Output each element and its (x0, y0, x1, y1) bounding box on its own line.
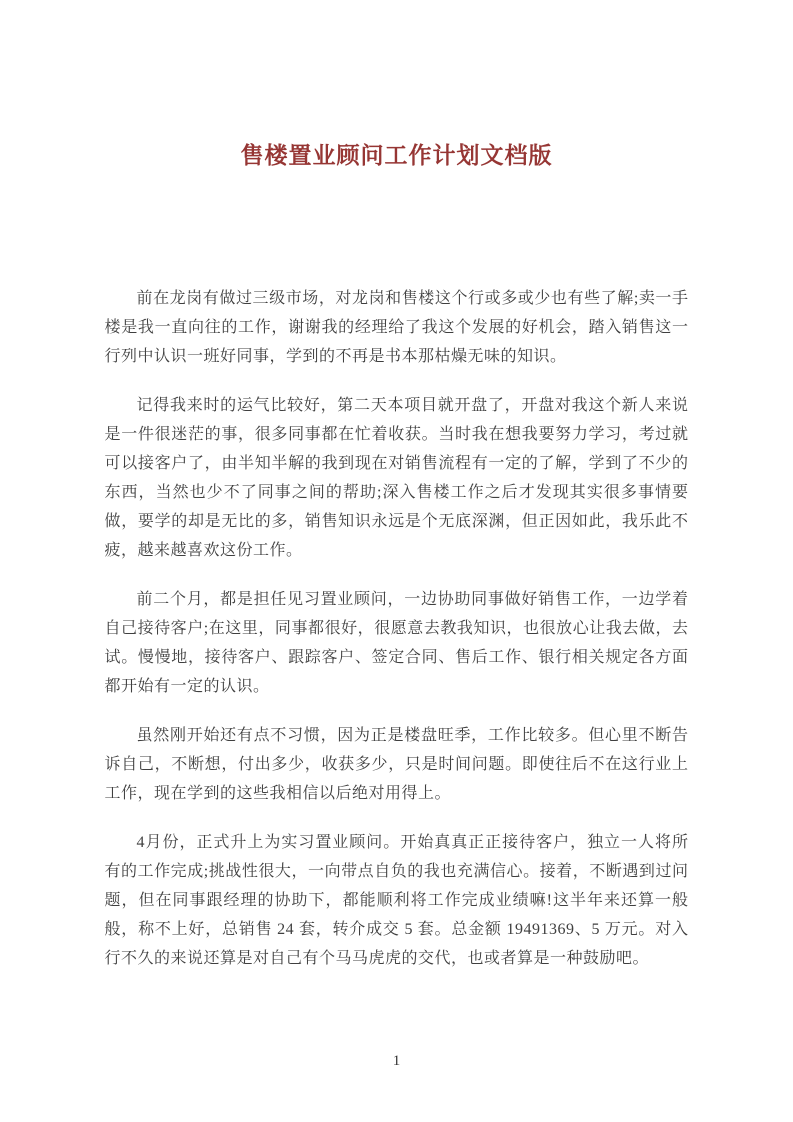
paragraph-3: 前二个月，都是担任见习置业顾问，一边协助同事做好销售工作，一边学着自己接待客户;在这里，同事都很好，很愿意去教我知识，也很放心让我去做，去试。慢慢地，接待客户、跟踪客户、签定合同、售后工作、银行相关规定各方面都开始有一定的认识。 (104, 591, 689, 695)
paragraph-1: 前在龙岗有做过三级市场，对龙岗和售楼这个行或多或少也有些了解;卖一手楼是我一直向往的工作，谢谢我的经理给了我这个发展的好机会，踏入销售这一行列中认识一班好同事，学到的不再是书本那枯燥无味的知识。 (104, 290, 689, 365)
paragraph-5: 4月份，正式升上为实习置业顾问。开始真真正正接待客户，独立一人将所有的工作完成;挑战性很大，一向带点自负的我也充满信心。接着，不断遇到过问题，但在同事跟经理的协助下，都能顺利将工作完成业绩嘛!这半年来还算一般般，称不上好，总销售 24 套，转介成交 5 套。总金额 19491369、5 万元。对入行不久的来说还算是对自己有个马马虎虎的交代，也或者算是一种鼓励吧。 (104, 834, 689, 967)
paragraph-4: 虽然刚开始还有点不习惯，因为正是楼盘旺季，工作比较多。但心里不断告诉自己，不断想，付出多少，收获多少，只是时间问题。即使往后不在这行业上工作，现在学到的这些我相信以后绝对用得上。 (104, 727, 689, 802)
page-number: 1 (392, 1053, 401, 1069)
document-title: 售楼置业顾问工作计划文档版 (240, 143, 553, 168)
document-body (105, 284, 689, 973)
paragraph-2: 记得我来时的运气比较好，第二天本项目就开盘了，开盘对我这个新人来说是一件很迷茫的事，很多同事都在忙着收获。当时我在想我要努力学习，考过就可以接客户了，由半知半解的我到现在对销售流程有一定的了解，学到了不少的东西，当然也少不了同事之间的帮助;深入售楼工作之后才发现其实很多事情要做，要学的却是无比的多，销售知识永远是个无底深渊，但正因如此，我乐此不疲，越来越喜欢这份工作。 (104, 397, 689, 559)
